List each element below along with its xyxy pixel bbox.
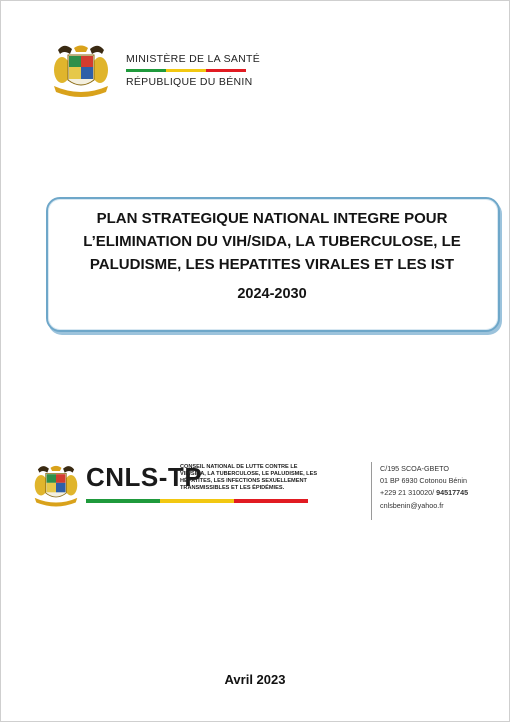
contact-block <box>380 463 468 512</box>
contact-address: C/195 SCOA-GBETO <box>380 464 449 473</box>
cnls-flag-bar <box>86 499 308 503</box>
flag-bar <box>126 69 246 72</box>
contact-po-box: 01 BP 6930 Cotonou Bénin <box>380 476 467 486</box>
contact-phone <box>380 487 468 499</box>
title-line-3: PALUDISME, LES HEPATITES VIRALES ET LES IST <box>89 256 455 273</box>
contact-divider <box>371 462 372 520</box>
document-title <box>52 207 492 276</box>
contact-phone-prefix: +229 21 310020/ <box>380 488 437 498</box>
publication-date: Avril 2023 <box>224 672 286 687</box>
contact-email[interactable]: cnlsbenin@yahoo.fr <box>380 500 444 510</box>
ministry-header <box>126 53 260 88</box>
ministry-name: MINISTÈRE DE LA SANTÉ <box>126 53 261 65</box>
benin-coat-of-arms-icon <box>48 40 114 102</box>
title-years: 2024-2030 <box>237 286 307 302</box>
country-name: RÉPUBLIQUE DU BÉNIN <box>126 76 253 88</box>
cnls-description: CONSEIL NATIONAL DE LUTTE CONTRE LE VIH/SIDA, LA TUBERCULOSE, LE PALUDISME, LES HÉPATITES, LES INFECTIONS SEXUELLEMENT TRANSMISSIBLES ET LES ÉPIDÉMIES. <box>180 464 318 491</box>
title-line-1: PLAN STRATEGIQUE NATIONAL INTEGRE POUR <box>96 210 448 227</box>
cnls-coat-of-arms-icon <box>30 457 82 515</box>
title-line-2: L’ELIMINATION DU VIH/SIDA, LA TUBERCULOSE, LE <box>83 233 461 250</box>
cnls-logo-text: CNLS-TP <box>86 462 203 492</box>
contact-phone-bold: 94517745 <box>436 488 469 498</box>
